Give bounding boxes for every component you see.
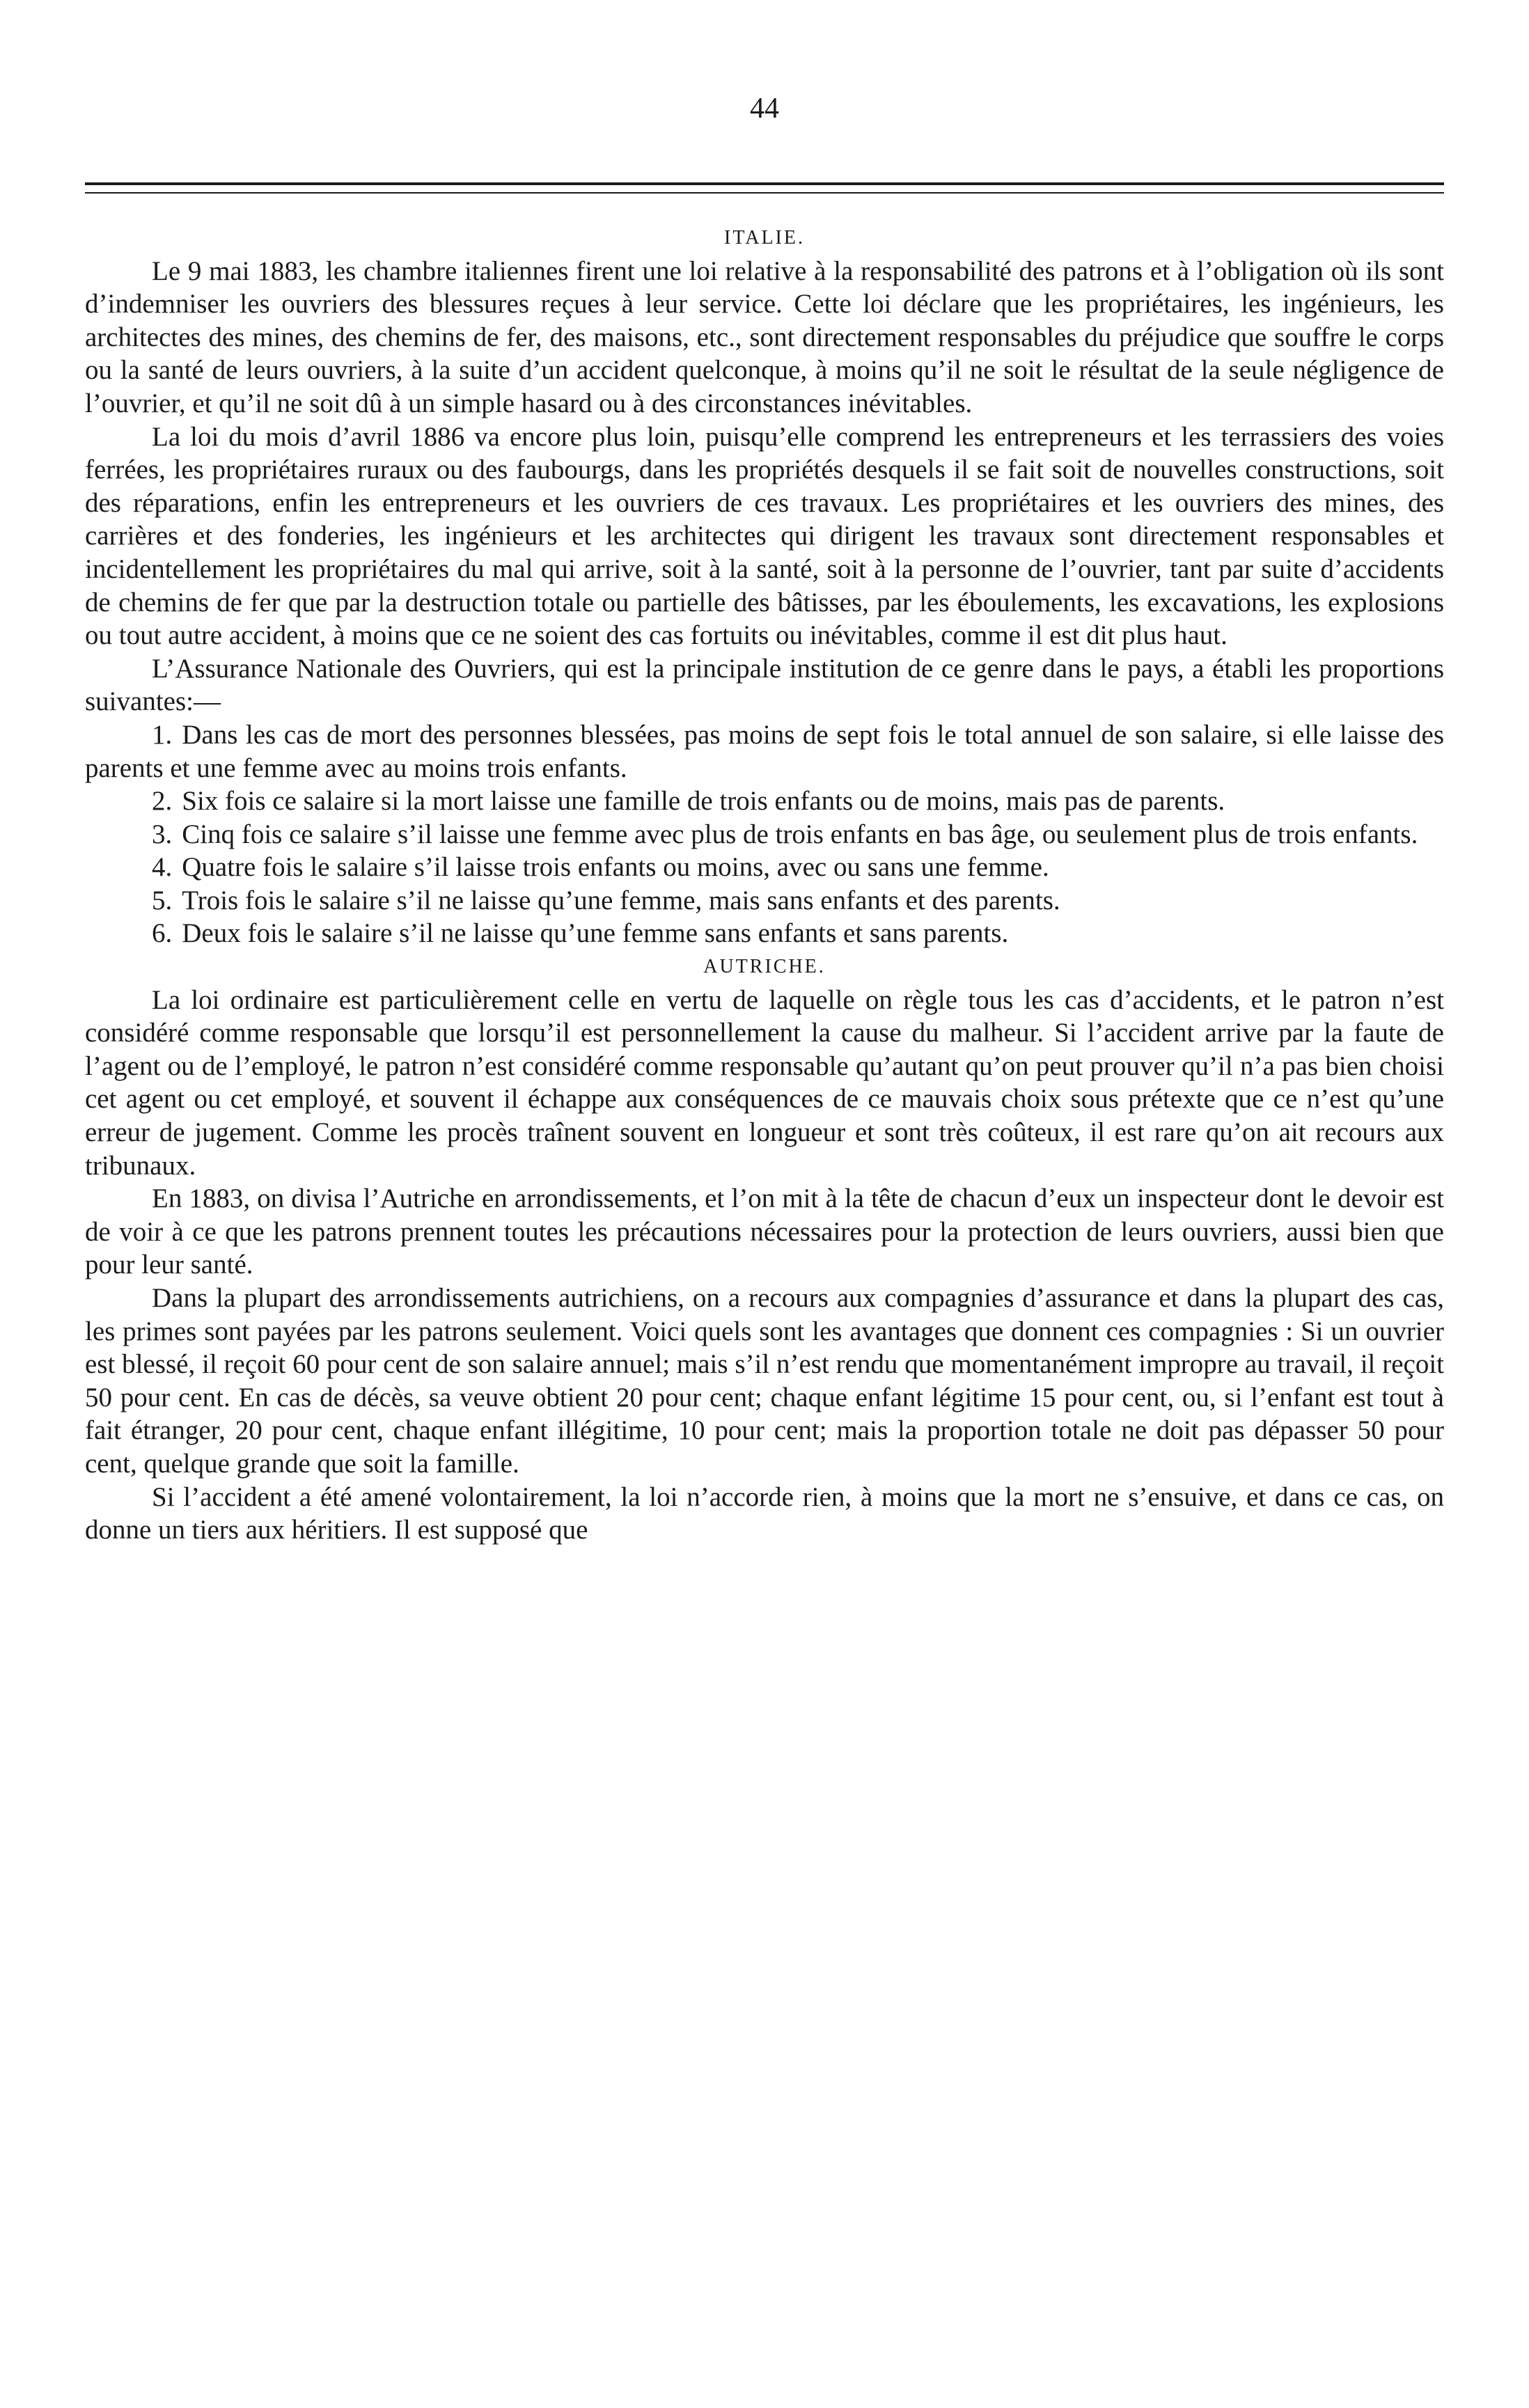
list-item-4 — [85, 851, 1444, 884]
page-body — [85, 221, 1444, 1547]
autriche-paragraph-3: Dans la plupart des arrondissements autrichiens, on a recours aux compagnies d’assurance et dans la plupart des cas, les primes sont payées par les patrons seulement. Voici quels sont les avantages que donnent ces compagnies : Si un ouvrier est blessé, il reçoit 60 pour cent de son salaire annuel; mais s’il n’est rendu que momentanément impropre au travail, il reçoit 50 pour cent. En cas de décès, sa veuve obtient 20 pour cent; chaque enfant légitime 15 pour cent, ou, si l’enfant est tout à fait étranger, 20 pour cent, chaque enfant illégitime, 10 pour cent; mais la proportion totale ne doit pas dépasser 50 pour cent, quelque grande que soit la famille. — [85, 1283, 1444, 1479]
list-item-2 — [85, 785, 1444, 818]
list-item-number: 5. — [152, 885, 173, 915]
list-item-text: Quatre fois le salaire s’il laisse trois enfants ou moins, avec ou sans une femme. — [182, 852, 1049, 883]
header-rule-thick — [85, 182, 1444, 185]
list-item-number: 2. — [152, 786, 173, 817]
list-item-text: Six fois ce salaire si la mort laisse une famille de trois enfants ou de moins, mais pas de parents. — [182, 786, 1225, 817]
autriche-paragraph-4: Si l’accident a été amené volontairement, la loi n’accorde rien, à moins que la mort ne s’ensuive, et dans ce cas, on donne un tiers aux héritiers. Il est supposé que — [85, 1481, 1444, 1545]
list-item-text: Deux fois le salaire s’il ne laisse qu’une femme sans enfants et sans parents. — [182, 918, 1009, 949]
section-heading-italie: ITALIE. — [724, 227, 805, 249]
list-item-number: 6. — [152, 918, 173, 949]
list-item-3 — [85, 818, 1444, 851]
list-item-6 — [85, 917, 1444, 950]
section-heading-autriche: AUTRICHE. — [703, 956, 826, 978]
italie-paragraph-2: La loi du mois d’avril 1886 va encore plus loin, puisqu’elle comprend les entrepreneurs et les terrassiers des voies ferrées, les propriétaires ruraux ou des faubourgs, dans les propriétés desquels il se fait soit de nouvelles constructions, soit des réparations, enfin les entrepreneurs et les ouvriers de ces travaux. Les propriétaires et les ouvriers des mines, des carrières et des fonderies, les ingénieurs et les architectes qui dirigent les travaux sont directement responsables et incidentellement les propriétaires du mal qui arrive, soit à la santé, soit à la personne de l’ouvrier, tant par suite d’accidents de chemins de fer que par la destruction totale ou partielle des bâtisses, par les éboulements, les excavations, les explosions ou tout autre accident, à moins que ce ne soient des cas fortuits ou inévitables, comme il est dit plus haut. — [85, 421, 1444, 651]
list-item-text: Trois fois le salaire s’il ne laisse qu’une femme, mais sans enfants et des parents. — [182, 885, 1060, 915]
autriche-paragraph-1: La loi ordinaire est particulièrement celle en vertu de laquelle on règle tous les cas d’accidents, et le patron n’est considéré comme responsable que lorsqu’il est personnellement la cause du malheur. Si l’accident arrive par la faute de l’agent ou de l’employé, le patron n’est considéré comme responsable qu’autant qu’on peut prouver qu’il n’a pas bien choisi cet agent ou cet employé, et souvent il échappe aux conséquences de ce mauvais choix sous prétexte que ce n’est qu’une erreur de jugement. Comme les procès traînent souvent en longueur et sont très coûteux, il est rare qu’on ait recours aux tribunaux. — [85, 984, 1444, 1181]
list-item-text: Cinq fois ce salaire s’il laisse une femme avec plus de trois enfants en bas âge, ou seulement plus de trois enfants. — [182, 819, 1418, 849]
italie-paragraph-3: L’Assurance Nationale des Ouvriers, qui est la principale institution de ce genre dans le pays, a établi les proportions suivantes:— — [85, 653, 1444, 717]
list-item-text: Dans les cas de mort des personnes blessées, pas moins de sept fois le total annuel de son salaire, si elle laisse des parents et une femme avec au moins trois enfants. — [85, 719, 1444, 783]
list-item-1 — [85, 718, 1444, 785]
list-item-number: 3. — [152, 819, 173, 849]
list-item-number: 4. — [152, 852, 173, 883]
autriche-paragraph-2: En 1883, on divisa l’Autriche en arrondissements, et l’on mit à la tête de chacun d’eux un inspecteur dont le devoir est de voir à ce que les patrons prennent toutes les précautions nécessaires pour la protection de leurs ouvriers, aussi bien que pour leur santé. — [85, 1183, 1444, 1280]
list-item-number: 1. — [152, 719, 173, 750]
header-rule-thin — [85, 192, 1444, 194]
italie-paragraph-1: Le 9 mai 1883, les chambre italiennes firent une loi relative à la responsabilité des patrons et à l’obligation où ils sont d’indemniser les ouvriers des blessures reçues à leur service. Cette loi déclare que les propriétaires, les ingénieurs, les architectes des mines, des chemins de fer, des maisons, etc., sont directement responsables du préjudice que souffre le corps ou la santé de leurs ouvriers, à la suite d’un accident quelconque, à moins qu’il ne soit le résultat de la seule négligence de l’ouvrier, et qu’il ne soit dû à un simple hasard ou à des circonstances inévitables. — [85, 255, 1444, 418]
page-number: 44 — [750, 93, 779, 125]
list-item-5 — [85, 884, 1444, 918]
